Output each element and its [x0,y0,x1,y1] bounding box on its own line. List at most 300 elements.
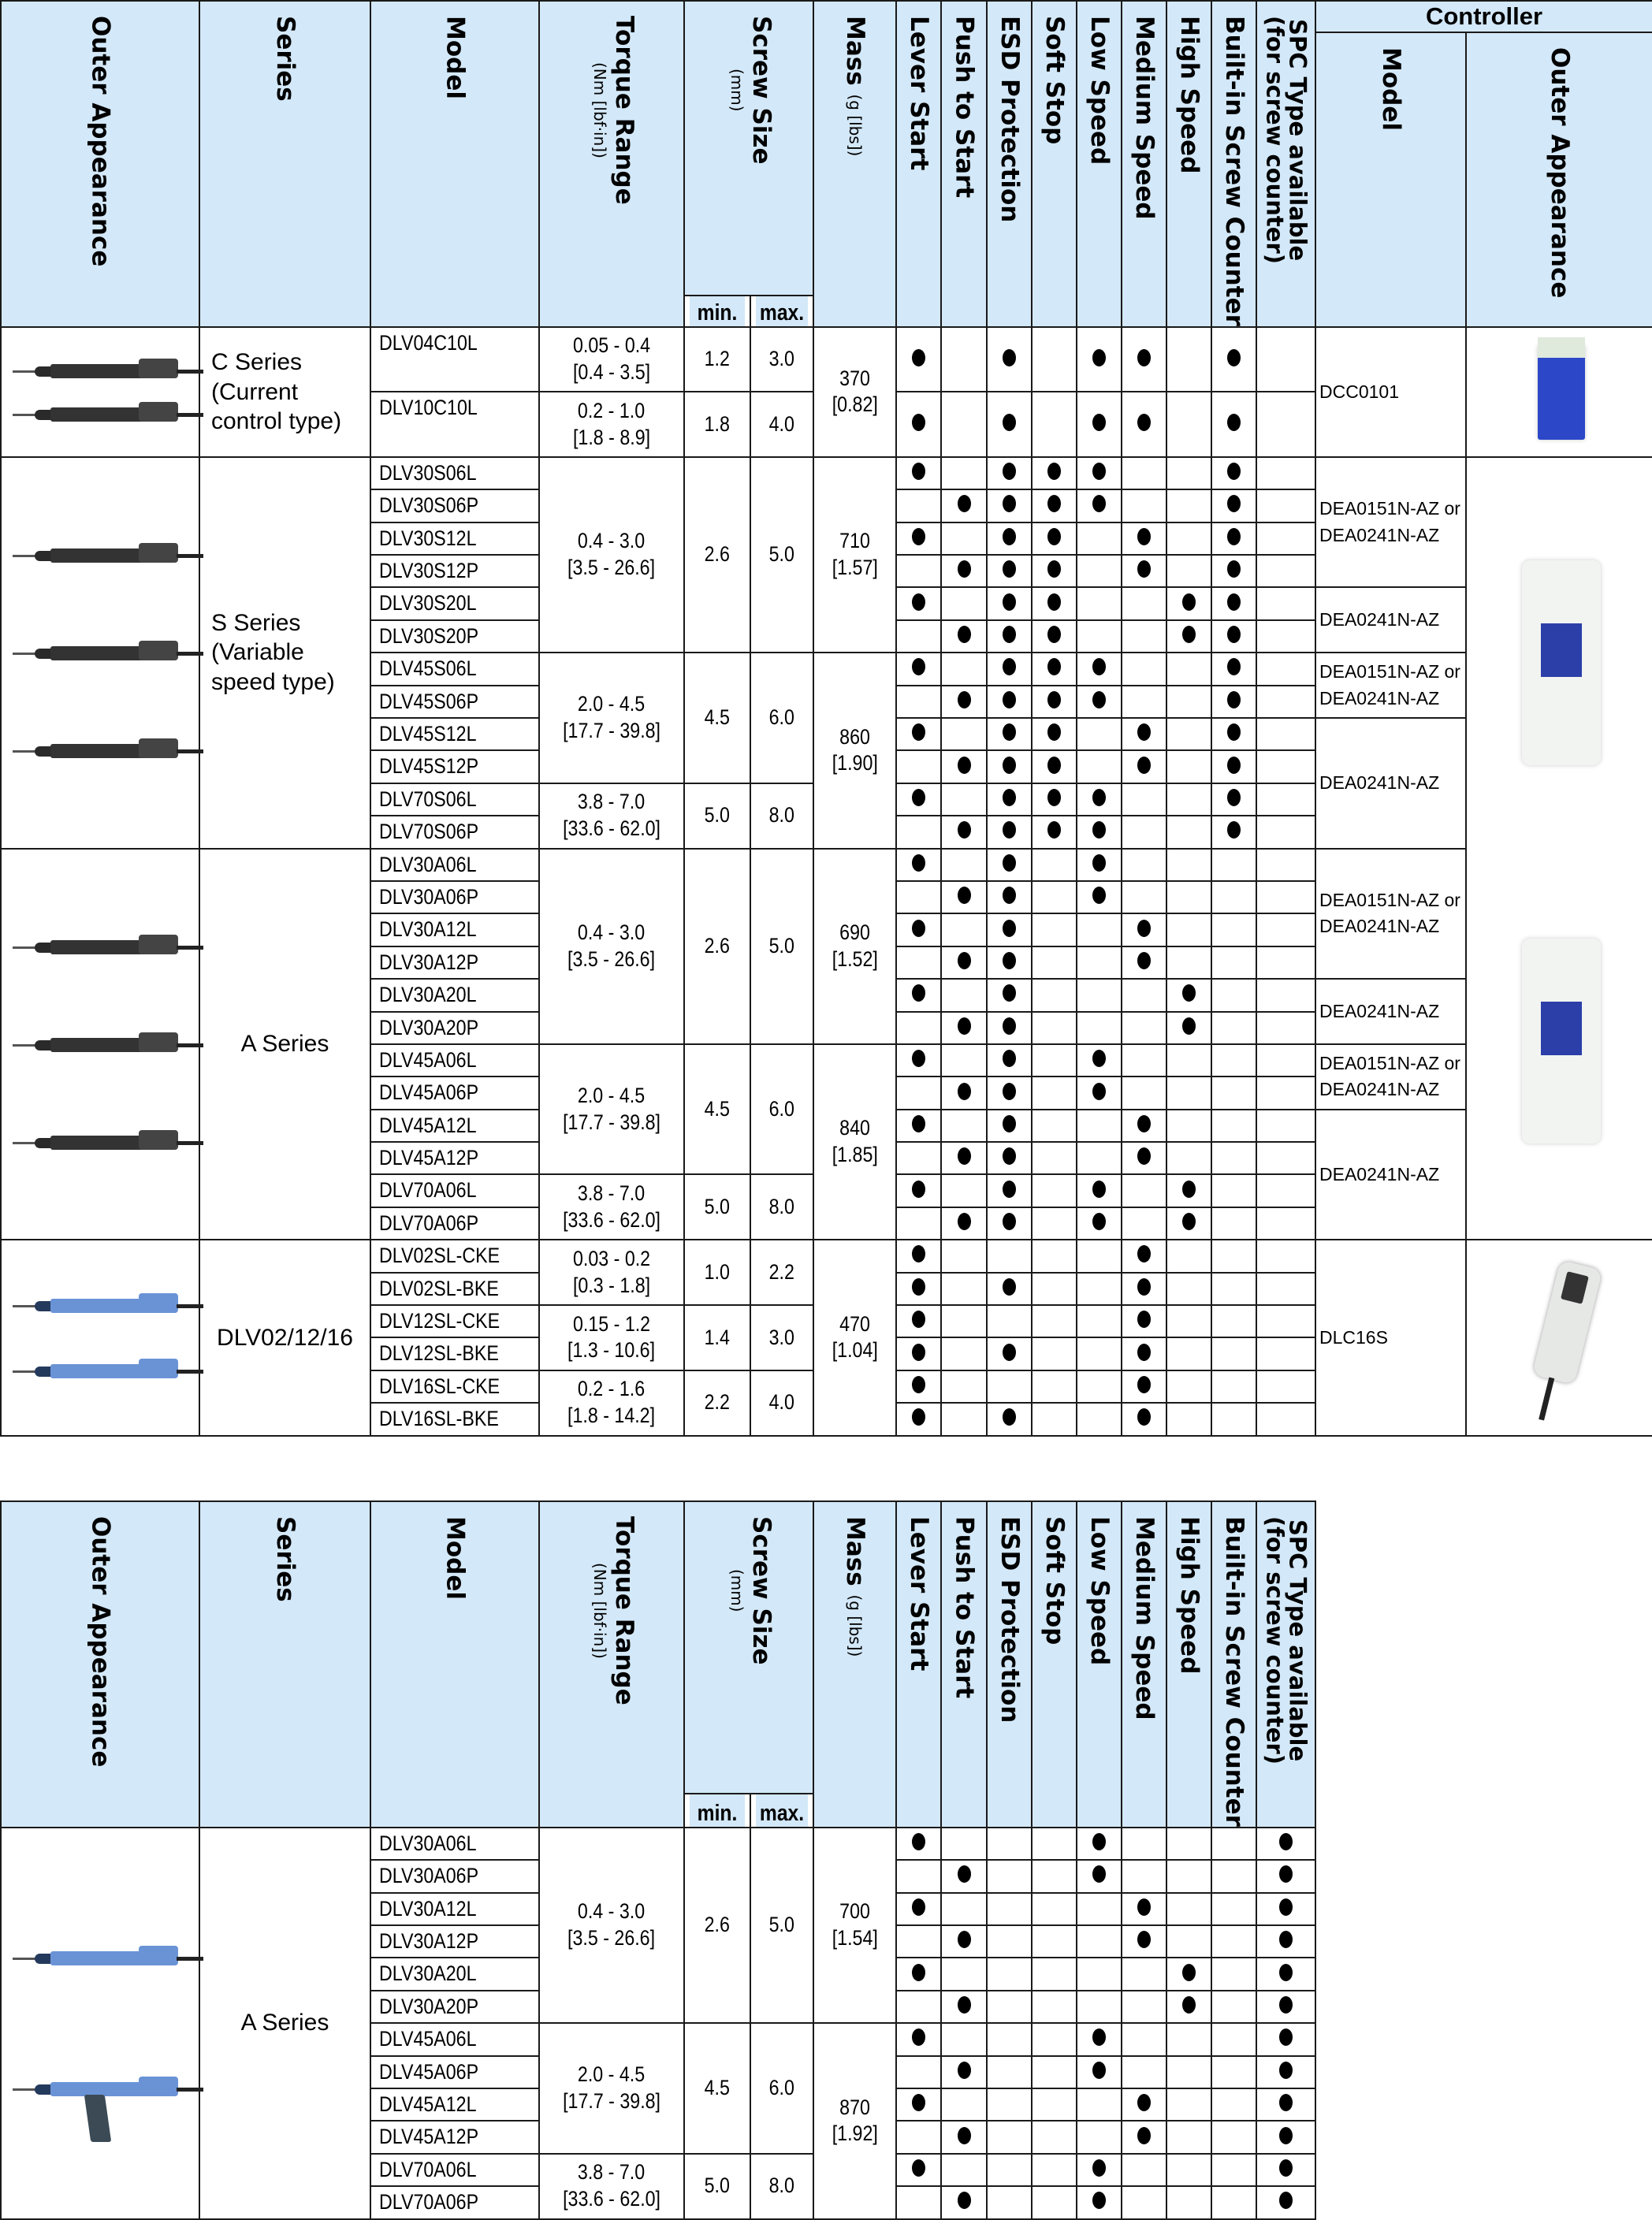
bullet-dot-icon [1227,528,1241,545]
screw-max-cell [750,849,813,1044]
feature-high-speed [1166,1174,1211,1207]
mass-g: 470 [839,1311,870,1336]
screwdriver-cord [177,370,203,374]
model-cell [370,1273,539,1305]
bullet-dot-icon [1092,854,1106,872]
screwdriver-bit [13,555,36,557]
model-number: DLV30S12P [379,559,479,583]
feature-esd-protection [987,457,1032,489]
bullet-dot-icon [1227,495,1241,512]
feature-high-speed [1166,1991,1211,2023]
driver-image [1,457,199,849]
model-number: DLV70S06P [379,820,479,844]
feature-push-to-start [941,653,987,685]
feature-high-speed [1166,1012,1211,1044]
model-number: DLV10C10L [379,396,478,420]
bullet-dot-icon [1047,821,1061,839]
feature-built-in-screw-counter [1211,522,1256,555]
bullet-dot-icon [958,2192,971,2209]
model-number: DLV70A06P [379,1210,479,1235]
feature-esd-protection [987,1337,1032,1370]
header-feature-built-in-screw-counter-text: Built-in Screw Counter [1220,16,1248,326]
bullet-dot-icon [1047,593,1061,611]
feature-medium-speed [1122,1044,1166,1077]
feature-low-speed [1077,1044,1122,1077]
bullet-dot-icon [958,2127,971,2144]
feature-push-to-start [941,1958,987,1990]
header-series-text: Series [271,16,300,102]
header-feature-high-speed [1166,1,1211,327]
feature-low-speed [1077,881,1122,913]
header-feature-built-in-screw-counter-text: Built-in Screw Counter [1220,1516,1248,1827]
model-cell [370,1012,539,1044]
screw-min-value: 5.0 [704,2174,731,2198]
bullet-dot-icon [1003,789,1016,806]
feature-high-speed [1166,2023,1211,2055]
screwdriver-cord [177,946,203,950]
model-cell [370,2154,539,2186]
feature-soft-stop [1032,979,1077,1011]
model-cell [370,1925,539,1958]
feature-esd-protection [987,1174,1032,1207]
feature-soft-stop [1032,750,1077,783]
controller-image [1466,1240,1652,1435]
feature-esd-protection [987,587,1032,619]
feature-esd-protection [987,1240,1032,1272]
bullet-dot-icon [912,723,925,741]
feature-soft-stop [1032,1337,1077,1370]
feature-soft-stop [1032,1110,1077,1142]
model-cell [370,816,539,848]
screwdriver-nose [35,649,52,659]
feature-soft-stop [1032,587,1077,619]
header-feature-soft-stop [1032,1,1077,327]
torque-range-cell [539,1370,684,1436]
feature-low-speed [1077,587,1122,619]
feature-soft-stop [1032,653,1077,685]
bullet-dot-icon [912,1245,925,1262]
bullet-dot-icon [912,1050,925,1067]
header-model [370,1,539,327]
bullet-dot-icon [958,560,971,578]
bullet-dot-icon [958,1865,971,1883]
feature-soft-stop [1032,327,1077,392]
screw-max-cell [750,783,813,849]
feature-esd-protection [987,2088,1032,2121]
controller-image [1466,457,1652,1240]
model-number: DLV30A06P [379,1864,479,1888]
feature-soft-stop [1032,620,1077,653]
feature-medium-speed [1122,979,1166,1011]
feature-low-speed [1077,1207,1122,1240]
feature-lever-start [896,1110,941,1142]
screwdriver-nose [35,1040,52,1051]
header-mass [813,1,896,327]
feature-lever-start [896,620,941,653]
switch-panel [1561,1272,1589,1305]
bullet-dot-icon [1092,821,1106,839]
feature-lever-start [896,881,941,913]
pistol-grip [84,2095,111,2142]
feature-spc-type [1256,1240,1315,1272]
feature-low-speed [1077,2056,1122,2088]
header-outer-appearance [1,1501,199,1828]
feature-soft-stop [1032,1012,1077,1044]
feature-low-speed [1077,2088,1122,2121]
feature-built-in-screw-counter [1211,979,1256,1011]
feature-push-to-start [941,718,987,750]
bullet-dot-icon [912,2094,925,2111]
feature-built-in-screw-counter [1211,783,1256,816]
header-series-label [271,1502,300,1602]
feature-push-to-start [941,750,987,783]
model-cell [370,489,539,522]
model-number: DLV30S20P [379,623,479,648]
feature-built-in-screw-counter [1211,1370,1256,1403]
feature-spc-type [1256,913,1315,946]
feature-esd-protection [987,816,1032,848]
table-row [1,1828,1315,1860]
feature-low-speed [1077,718,1122,750]
feature-lever-start [896,849,941,881]
feature-esd-protection [987,2186,1032,2218]
screw-min-value: 1.8 [704,411,731,436]
feature-spc-type [1256,1991,1315,2023]
bullet-dot-icon [1182,1996,1196,2014]
feature-soft-stop [1032,946,1077,979]
screwdriver-grip [139,1946,178,1965]
feature-push-to-start [941,913,987,946]
torque-nm: 0.03 - 0.2 [572,1246,651,1270]
header-spc-sub: (for screw counter) [1261,1516,1289,1764]
feature-push-to-start [941,327,987,392]
header-feature-low-speed [1077,1501,1122,1828]
feature-spc-type [1256,783,1315,816]
bullet-dot-icon [1227,757,1241,774]
feature-spc-type [1256,1012,1315,1044]
model-cell [370,1240,539,1272]
header-controller-model-text: Model [1377,47,1405,131]
screw-min-cell [684,653,750,783]
mass-cell [813,1828,896,2023]
bullet-dot-icon [958,1083,971,1100]
feature-high-speed [1166,1958,1211,1990]
bullet-dot-icon [1047,723,1061,741]
screwdriver-cord [177,1304,203,1308]
header-outer-appearance [1,1,199,327]
screw-min-cell [684,1305,750,1370]
bullet-dot-icon [1092,789,1106,806]
screwdriver-bit [13,1044,36,1047]
feature-soft-stop [1032,1925,1077,1958]
bullet-dot-icon [1003,495,1016,512]
controller-model: DEA0241N-AZ [1319,772,1440,794]
screw-min-value: 4.5 [704,705,731,730]
screwdriver-bit [13,1370,36,1373]
header-mass-label [843,1502,867,1657]
bullet-dot-icon [958,691,971,708]
feature-high-speed [1166,1305,1211,1337]
feature-low-speed [1077,1828,1122,1860]
bullet-dot-icon [1003,1408,1016,1426]
feature-lever-start [896,653,941,685]
torque-nm: 2.0 - 4.5 [578,2062,646,2087]
feature-esd-protection [987,1273,1032,1305]
feature-lever-start [896,1044,941,1077]
bullet-dot-icon [1182,1213,1196,1230]
header-controller-appearance [1466,32,1652,327]
feature-lever-start [896,1273,941,1305]
screw-min-cell [684,1370,750,1436]
header-feature-lever-start-text: Lever Start [905,16,933,171]
feature-soft-stop [1032,1860,1077,1892]
driver-image [1,849,199,1240]
screwdriver-bit [13,1305,36,1307]
controller-model: DEA0241N-AZ [1319,609,1440,630]
model-number: DLV45S06P [379,689,479,713]
feature-soft-stop [1032,522,1077,555]
bullet-dot-icon [1047,757,1061,774]
table-row [1,457,1652,489]
series-label: speed type) [211,668,335,695]
feature-high-speed [1166,2121,1211,2153]
feature-high-speed [1166,849,1211,881]
series-cell [199,1240,370,1435]
screw-min-value: 2.2 [704,1390,731,1415]
feature-esd-protection [987,750,1032,783]
feature-low-speed [1077,1893,1122,1925]
header-torque-unit: (Nm [lbf·in]) [590,1562,609,1659]
screwdriver-nose [35,410,52,420]
model-cell [370,1077,539,1109]
screwdriver-nose [35,366,52,377]
feature-esd-protection [987,555,1032,587]
model-number: DLV30S06L [379,460,477,485]
feature-esd-protection [987,718,1032,750]
feature-esd-protection [987,1958,1032,1990]
bullet-dot-icon [1137,952,1151,969]
feature-medium-speed [1122,620,1166,653]
feature-high-speed [1166,1828,1211,1860]
feature-esd-protection [987,2121,1032,2153]
feature-esd-protection [987,1403,1032,1435]
series-label: (Variable [211,639,304,666]
feature-push-to-start [941,1110,987,1142]
feature-soft-stop [1032,2186,1077,2218]
feature-esd-protection [987,913,1032,946]
mass-lbs: [1.90] [832,751,878,775]
feature-lever-start [896,1207,941,1240]
mass-lbs: [1.57] [832,556,878,580]
mass-lbs: [1.54] [832,1926,878,1950]
model-cell [370,1337,539,1370]
dea-controller-icon [1522,939,1601,1143]
bullet-dot-icon [1003,528,1016,545]
header-feature-esd-protection-text: ESD Protection [995,1516,1024,1724]
feature-esd-protection [987,1925,1032,1958]
screw-min-cell [684,849,750,1044]
model-number: DLV45A06L [379,1047,477,1072]
model-cell [370,881,539,913]
screw-max-value: 5.0 [768,542,795,567]
controller-model-cell [1315,587,1466,653]
feature-high-speed [1166,587,1211,619]
feature-low-speed [1077,1860,1122,1892]
feature-spc-type [1256,686,1315,718]
feature-high-speed [1166,750,1211,783]
screwdriver-nose [35,1954,52,1964]
header-feature-built-in-screw-counter [1211,1,1256,327]
feature-medium-speed [1122,849,1166,881]
bullet-dot-icon [1137,1311,1151,1328]
torque-lbf-in: [17.7 - 39.8] [563,1110,660,1134]
feature-built-in-screw-counter [1211,1893,1256,1925]
bullet-dot-icon [1137,1344,1151,1361]
header-feature-esd-protection-text: ESD Protection [995,16,1024,223]
feature-spc-type [1256,718,1315,750]
mass-cell [813,457,896,653]
feature-push-to-start [941,2121,987,2153]
table-row [1,1240,1652,1272]
bullet-dot-icon [1227,789,1241,806]
screw-max-value: 5.0 [768,1913,795,1937]
screw-min-cell [684,2023,750,2154]
bullet-dot-icon [1003,821,1016,839]
header-feature-esd-protection-label [995,1502,1024,1724]
feature-lever-start [896,1337,941,1370]
model-cell [370,327,539,392]
model-number: DLV30A12L [379,1896,477,1921]
header-outer-appearance-text: Outer Appearance [86,16,115,267]
feature-esd-protection [987,1012,1032,1044]
feature-medium-speed [1122,1174,1166,1207]
header-series-label [271,2,300,102]
controller-image [1466,327,1652,457]
header-spc-type [1256,1501,1315,1828]
bullet-dot-icon [1182,626,1196,643]
model-cell [370,2186,539,2218]
screw-max-cell [750,1828,813,2023]
model-cell [370,979,539,1011]
model-number: DLV04C10L [379,330,478,355]
header-mass-text: Mass [841,16,869,86]
torque-nm: 0.2 - 1.6 [578,1377,646,1401]
screwdriver-grip [139,402,178,422]
series-label: (Current [211,378,299,405]
model-number: DLV30S20L [379,591,477,615]
torque-range-cell [539,1240,684,1305]
bullet-dot-icon [912,1278,925,1296]
feature-low-speed [1077,1991,1122,2023]
model-number: DLV02SL-CKE [379,1244,500,1268]
feature-soft-stop [1032,2088,1077,2121]
header-series [199,1501,370,1828]
feature-spc-type [1256,2154,1315,2186]
feature-medium-speed [1122,1925,1166,1958]
bullet-dot-icon [1137,1376,1151,1393]
header-controller-appearance-text: Outer Appearance [1546,47,1574,299]
feature-medium-speed [1122,881,1166,913]
torque-nm: 0.05 - 0.4 [572,333,651,358]
feature-spc-type [1256,653,1315,685]
controller-model: DCC0101 [1319,381,1399,402]
series-label: S Series [211,609,301,636]
screw-min-cell [684,783,750,849]
model-number: DLV70A06P [379,2190,479,2214]
feature-lever-start [896,1174,941,1207]
bullet-dot-icon [912,658,925,675]
feature-spc-type [1256,1305,1315,1337]
bullet-dot-icon [1047,463,1061,480]
bullet-dot-icon [1047,560,1061,578]
screwdriver-grip [139,1359,178,1378]
feature-lever-start [896,946,941,979]
series-cell [199,457,370,849]
feature-spc-type [1256,1207,1315,1240]
feature-soft-stop [1032,783,1077,816]
model-cell [370,522,539,555]
feature-push-to-start [941,1174,987,1207]
header-screw-size [684,1501,813,1794]
header-series-text: Series [271,1516,300,1602]
bullet-dot-icon [1137,1408,1151,1426]
feature-soft-stop [1032,2056,1077,2088]
series-label: A Series [240,1031,329,1058]
feature-built-in-screw-counter [1211,2088,1256,2121]
feature-high-speed [1166,783,1211,816]
header-feature-medium-speed-label [1130,2,1159,220]
model-number: DLV30A20L [379,1962,477,1986]
feature-medium-speed [1122,1337,1166,1370]
feature-push-to-start [941,457,987,489]
screw-max-cell [750,1044,813,1175]
screwdriver-cord [177,1370,203,1374]
torque-range-cell [539,1305,684,1370]
screwdriver-cord [177,2088,203,2092]
feature-lever-start [896,2121,941,2153]
feature-lever-start [896,686,941,718]
bullet-dot-icon [912,593,925,611]
bullet-dot-icon [1227,691,1241,708]
header-feature-high-speed-label [1175,1502,1204,1675]
feature-push-to-start [941,1925,987,1958]
torque-range-cell [539,327,684,392]
feature-low-speed [1077,750,1122,783]
feature-push-to-start [941,783,987,816]
feature-lever-start [896,2056,941,2088]
model-number: DLV12SL-BKE [379,1341,499,1366]
screw-min-value: 1.0 [704,1259,731,1284]
model-number: DLV30S12L [379,526,477,550]
feature-soft-stop [1032,1174,1077,1207]
bullet-dot-icon [1279,2127,1293,2144]
feature-built-in-screw-counter [1211,1925,1256,1958]
model-number: DLV45S12P [379,754,479,779]
mass-lbs: [1.85] [832,1143,878,1167]
bullet-dot-icon [958,821,971,839]
bullet-dot-icon [1003,1278,1016,1296]
feature-low-speed [1077,913,1122,946]
feature-built-in-screw-counter [1211,392,1256,457]
feature-spc-type [1256,2056,1315,2088]
bullet-dot-icon [1279,2159,1293,2177]
feature-spc-type [1256,2088,1315,2121]
screwdriver-cord [177,554,203,558]
feature-push-to-start [941,849,987,881]
feature-medium-speed [1122,1077,1166,1109]
feature-esd-protection [987,2056,1032,2088]
model-number: DLV45S06L [379,656,477,681]
